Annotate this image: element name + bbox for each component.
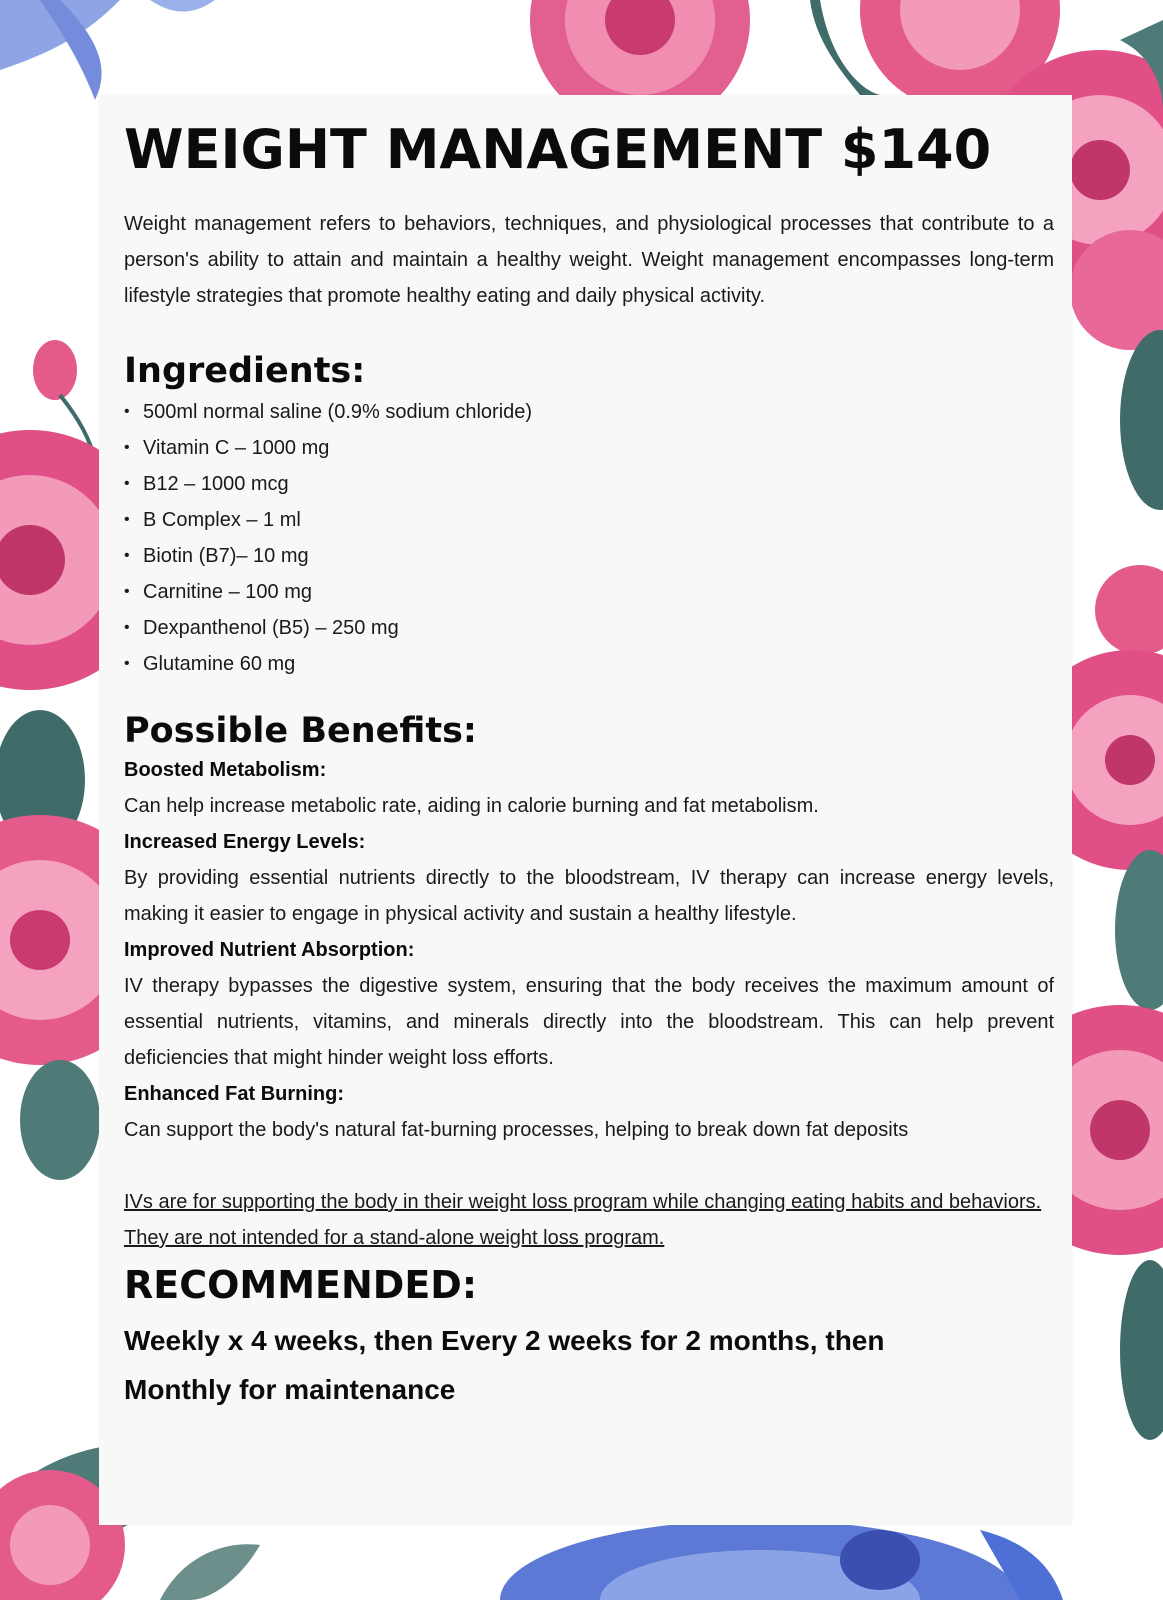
benefit-title: Improved Nutrient Absorption: <box>124 939 415 961</box>
benefit-text: Can help increase metabolic rate, aiding in calorie burning and fat metabolism. <box>124 795 819 817</box>
ingredient-item: • Dexpanthenol (B5) – 250 mg <box>124 610 1054 646</box>
benefits-heading: Possible Benefits: <box>124 711 477 751</box>
disclaimer-note: IVs are for supporting the body in their weight loss program while changing eating habits and behaviors. They are not intended for a stand-alone weight loss program. <box>124 1191 1042 1249</box>
ingredients-heading: Ingredients: <box>124 351 366 391</box>
blue-leaves-top-left-icon <box>0 0 215 100</box>
benefit-title: Increased Energy Levels: <box>124 831 366 853</box>
ingredient-item: • Vitamin C – 1000 mg <box>124 430 1054 466</box>
recommended-heading: RECOMMENDED: <box>124 1263 478 1307</box>
ingredient-item: • Biotin (B7)– 10 mg <box>124 538 1054 574</box>
benefit-text: IV therapy bypasses the digestive system, ensuring that the body receives the maximum amount of essential nutrients, vitamins, and minerals directly into the bloodstream. This can help prevent deficiencies that might hinder weight loss efforts. <box>124 975 1054 1069</box>
ingredients-list <box>124 394 1054 682</box>
intro-paragraph: Weight management refers to behaviors, techniques, and physiological processes that contribute to a person's ability to attain and maintain a healthy weight. Weight management encompasses long-term lifestyle strategies that promote healthy eating and daily physical activity. <box>124 213 1054 307</box>
ingredient-item: • Glutamine 60 mg <box>124 646 1054 682</box>
ingredient-item: • 500ml normal saline (0.9% sodium chloride) <box>124 394 1054 430</box>
page-title: WEIGHT MANAGEMENT $140 <box>124 118 992 181</box>
content <box>124 120 1054 1414</box>
ingredient-item: • Carnitine – 100 mg <box>124 574 1054 610</box>
benefit-title: Enhanced Fat Burning: <box>124 1083 344 1105</box>
recommended-text: Weekly x 4 weeks, then Every 2 weeks for 2 months, then Monthly for maintenance <box>124 1325 885 1405</box>
ingredient-item: • B Complex – 1 ml <box>124 502 1054 538</box>
benefits-list <box>124 752 1054 1148</box>
blue-flower-bottom-icon <box>500 1520 1063 1600</box>
ingredient-item: • B12 – 1000 mcg <box>124 466 1054 502</box>
benefit-text: By providing essential nutrients directly to the bloodstream, IV therapy can increase energy levels, making it easier to engage in physical activity and sustain a healthy lifestyle. <box>124 867 1054 925</box>
benefit-text: Can support the body's natural fat-burning processes, helping to break down fat deposits <box>124 1119 909 1141</box>
benefit-title: Boosted Metabolism: <box>124 759 327 781</box>
